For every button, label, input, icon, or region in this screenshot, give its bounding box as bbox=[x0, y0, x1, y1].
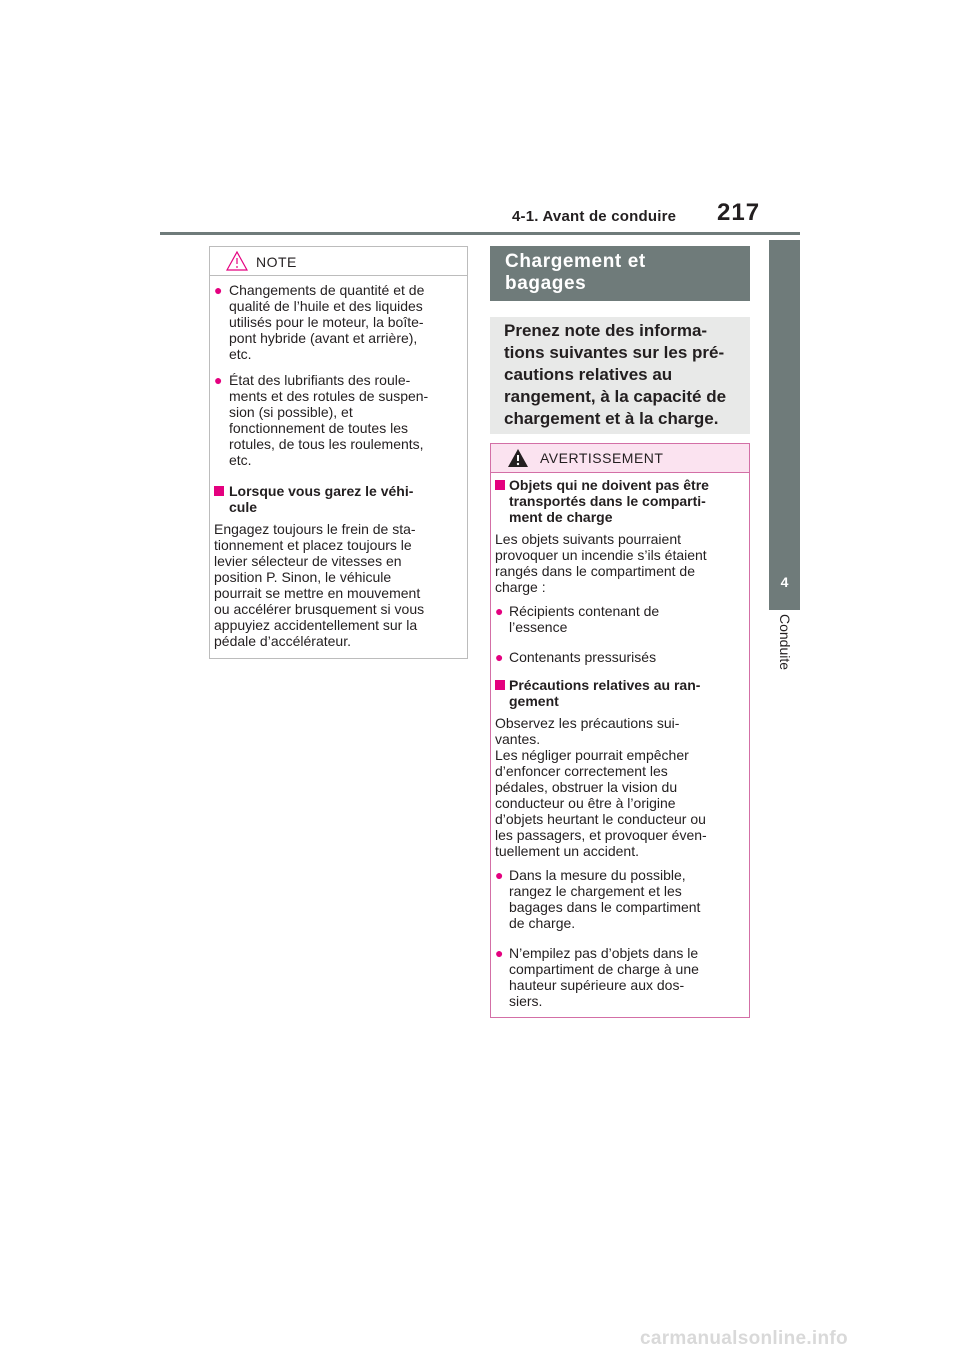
text-line: ou accélérer brusquement si vous bbox=[214, 601, 425, 617]
note-bullet-2 bbox=[229, 372, 464, 468]
text-line: de charge. bbox=[509, 915, 576, 931]
text-line: appuyiez accidentellement sur la bbox=[214, 617, 418, 633]
square-bullet-icon bbox=[214, 486, 224, 496]
text-line: qualité de l’huile et des liquides bbox=[229, 298, 423, 314]
text-line: position P. Sinon, le véhicule bbox=[214, 569, 392, 585]
text-line: ments et des rotules de suspen- bbox=[229, 388, 429, 404]
text-line: tuellement un accident. bbox=[495, 843, 639, 859]
warning-bullet-2 bbox=[509, 649, 745, 665]
text-line: gement bbox=[509, 693, 559, 709]
header-rule bbox=[160, 232, 800, 235]
text-line: bagages bbox=[505, 273, 587, 294]
text-line: siers. bbox=[509, 993, 543, 1009]
bullet-icon: ● bbox=[495, 649, 504, 665]
bullet-icon: ● bbox=[214, 372, 223, 388]
warning-paragraph-1 bbox=[495, 531, 747, 595]
text-line: charge : bbox=[495, 579, 546, 595]
note-paragraph bbox=[214, 521, 466, 649]
text-line: compartiment de charge à une bbox=[509, 961, 699, 977]
text-line: Contenants pressurisés bbox=[509, 649, 657, 665]
warning-icon bbox=[507, 448, 529, 468]
square-bullet-icon bbox=[495, 680, 505, 690]
note-bullet-1 bbox=[229, 282, 464, 362]
text-line: rangés dans le compartiment de bbox=[495, 563, 695, 579]
text-line: levier sélecteur de vitesses en bbox=[214, 553, 402, 569]
text-line: etc. bbox=[229, 452, 252, 468]
text-line: d’enfoncer correctement les bbox=[495, 763, 668, 779]
text-line: tions suivantes sur les pré- bbox=[504, 343, 725, 362]
text-line: etc. bbox=[229, 346, 252, 362]
text-line: bagages dans le compartiment bbox=[509, 899, 701, 915]
bullet-icon: ● bbox=[495, 603, 504, 619]
chapter-label-text: Conduite bbox=[776, 614, 793, 671]
text-line: Chargement et bbox=[505, 251, 646, 272]
text-line: fonctionnement de toutes les bbox=[229, 420, 409, 436]
warning-paragraph-2 bbox=[495, 715, 747, 859]
text-line: chargement et à la charge. bbox=[504, 409, 719, 428]
text-line: rotules, de tous les roulements, bbox=[229, 436, 424, 452]
text-line: Récipients contenant de bbox=[509, 603, 660, 619]
text-line: d’objets heurtant le conducteur ou bbox=[495, 811, 706, 827]
text-line: État des lubrifiants des roule- bbox=[229, 372, 411, 388]
text-line: hauteur supérieure aux dos- bbox=[509, 977, 685, 993]
text-line: Lorsque vous garez le véhi- bbox=[229, 483, 414, 499]
text-line: Engagez toujours le frein de sta- bbox=[214, 521, 416, 537]
square-bullet-icon bbox=[495, 480, 505, 490]
text-line: Précautions relatives au ran- bbox=[509, 677, 701, 693]
warning-bullet-1 bbox=[509, 603, 745, 635]
text-line: rangement, à la capacité de bbox=[504, 387, 727, 406]
note-subheading bbox=[229, 483, 464, 515]
warning-subheading-2 bbox=[509, 677, 745, 709]
text-line: tionnement et placez toujours le bbox=[214, 537, 412, 553]
text-line: provoquer un incendie s’ils étaient bbox=[495, 547, 707, 563]
text-line: pédales, obstruer la vision du bbox=[495, 779, 678, 795]
intro-text bbox=[504, 320, 744, 430]
text-line: Dans la mesure du possible, bbox=[509, 867, 686, 883]
text-line: cautions relatives au bbox=[504, 365, 673, 384]
text-line: pédale d’accélérateur. bbox=[214, 633, 351, 649]
text-line: Changements de quantité et de bbox=[229, 282, 425, 298]
chapter-tab bbox=[769, 240, 800, 610]
text-line: l’essence bbox=[509, 619, 568, 635]
text-line: Observez les précautions sui- bbox=[495, 715, 680, 731]
text-line: ment de charge bbox=[509, 509, 613, 525]
text-line: Les objets suivants pourraient bbox=[495, 531, 681, 547]
section-heading bbox=[505, 251, 745, 295]
text-line: pourrait se mettre en mouvement bbox=[214, 585, 421, 601]
warning-bullet-4 bbox=[509, 945, 745, 1009]
footer-watermark: carmanualsonline.info bbox=[640, 1328, 848, 1349]
text-line: cule bbox=[229, 499, 258, 515]
note-title: NOTE bbox=[256, 254, 297, 270]
warning-title: AVERTISSEMENT bbox=[540, 450, 664, 466]
warning-subheading-1 bbox=[509, 477, 745, 525]
text-line: les passagers, et provoquer éven- bbox=[495, 827, 707, 843]
text-line: conducteur ou être à l’origine bbox=[495, 795, 676, 811]
bullet-icon: ● bbox=[495, 945, 504, 961]
text-line: transportés dans le comparti- bbox=[509, 493, 706, 509]
bullet-icon: ● bbox=[495, 867, 504, 883]
warning-bullet-3 bbox=[509, 867, 745, 931]
text-line: pont hybride (avant et arrière), bbox=[229, 330, 418, 346]
bullet-icon: ● bbox=[214, 282, 223, 298]
page-number: 217 bbox=[717, 199, 761, 226]
text-line: vantes. bbox=[495, 731, 541, 747]
chapter-number: 4 bbox=[780, 574, 789, 590]
text-line: Objets qui ne doivent pas être bbox=[509, 477, 709, 493]
text-line: rangez le chargement et les bbox=[509, 883, 682, 899]
text-line: utilisés pour le moteur, la boîte- bbox=[229, 314, 424, 330]
section-title: 4-1. Avant de conduire bbox=[512, 208, 677, 225]
chapter-label bbox=[769, 614, 800, 694]
text-line: sion (si possible), et bbox=[229, 404, 353, 420]
text-line: Les négliger pourrait empêcher bbox=[495, 747, 689, 763]
text-line: Prenez note des informa- bbox=[504, 321, 708, 340]
caution-outline-icon bbox=[226, 251, 248, 271]
text-line: N’empilez pas d’objets dans le bbox=[509, 945, 699, 961]
